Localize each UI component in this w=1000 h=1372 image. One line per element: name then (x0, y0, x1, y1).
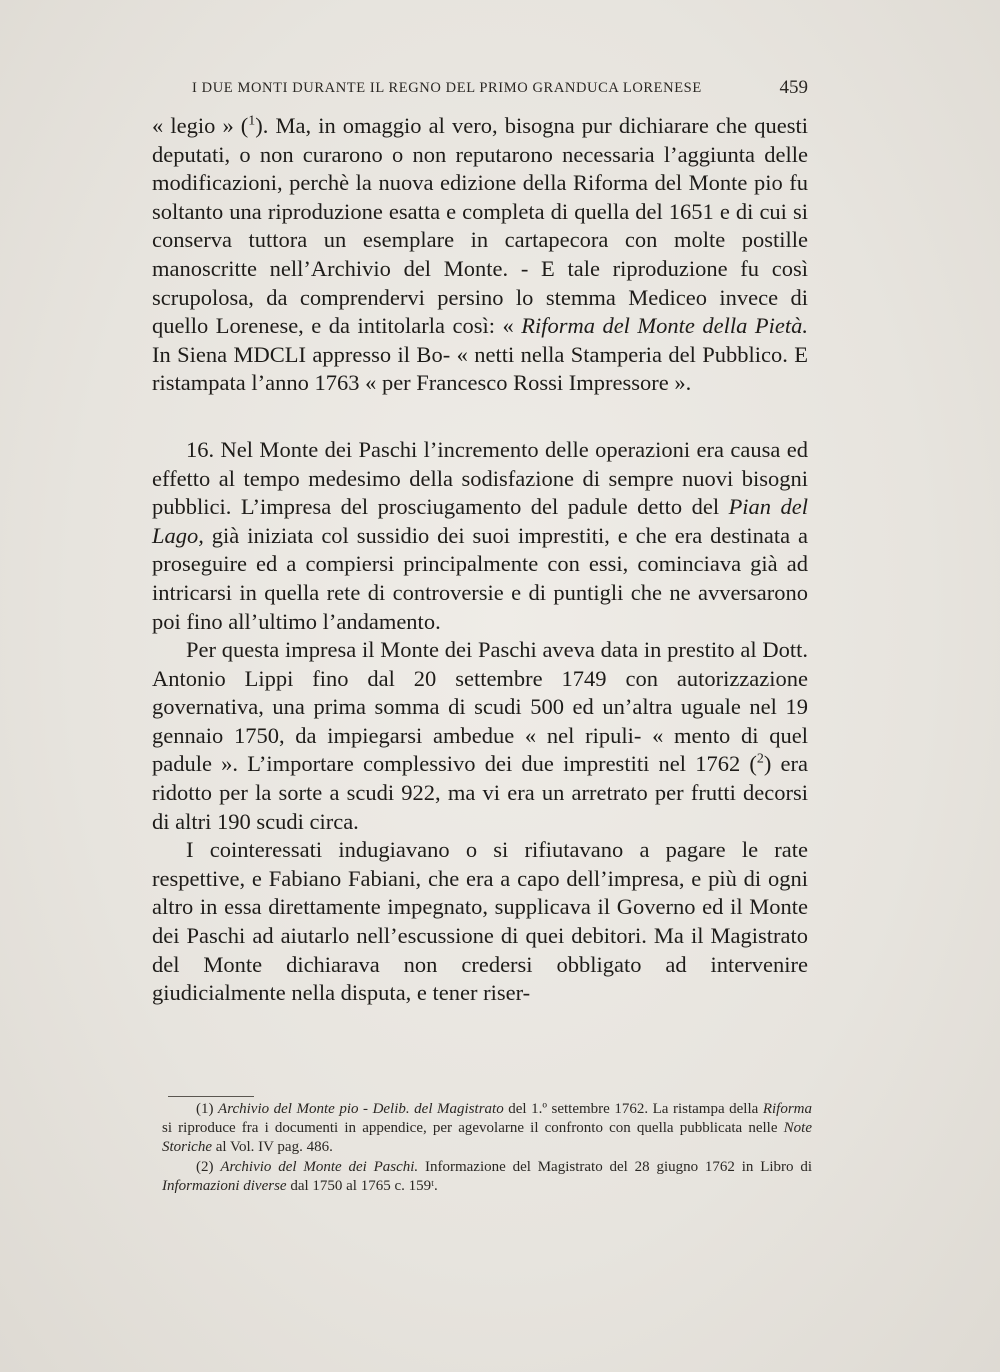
footnotes (162, 1100, 812, 1196)
footnote-2-italic-b: Informazioni diverse (162, 1177, 287, 1194)
p2-place-italic: Pian del Lago, (152, 494, 809, 548)
footnote-2-text-b: dal 1750 al 1765 c. 159ᵗ. (286, 1177, 438, 1194)
footnote-1-source: Archivio del Monte pio - Delib. del Magistrato (218, 1101, 504, 1117)
header-title: I DUE MONTI DURANTE IL REGNO DEL PRIMO GRANDUCA LORENESE (192, 80, 702, 96)
section-gap (152, 398, 808, 436)
p1-text-b: ). Ma, in omaggio al vero, bisogna pur dichiarare che questi deputati, o non curarono o non reputarono necessaria l’aggiunta delle modificazioni, perchè la nuova edizione della Riforma del Monte pio fu soltanto una riproduzione esatta e completa di quella del 1651 e di cui si conserva tuttora un esemplare in cartapecora con molte postille manoscritte nell’Archivio del Monte. - E tale riproduzione fu così scrupolosa, da comprendervi persino lo stemma Mediceo invece di quello Lorenese, e da intitolarla così: « (152, 113, 808, 339)
paragraph-1 (152, 112, 808, 398)
footnote-ref-2: 2 (756, 751, 764, 767)
p1-title-italic: Riforma del Monte della Pietà. (521, 313, 808, 339)
footnote-2-text-a: Informazione del Magistrato del 28 giugno 1762 in Libro di (418, 1158, 813, 1175)
footnote-1-italic-c: Note Storiche (162, 1120, 812, 1156)
p2-text-b: già iniziata col sussidio dei suoi imprestiti, e che era destinata a proseguire ed a compiersi principalmente con essi, cominciava già ad intricarsi in quella rete di controversie e di puntigli che ne avversarono poi fino all’ultimo l’andamento. (152, 522, 808, 634)
running-header (192, 77, 808, 98)
footnote-2 (162, 1158, 812, 1196)
p2-text-a: 16. Nel Monte dei Paschi l’incremento delle operazioni era causa ed effetto al tempo medesimo della sodisfazione di sempre nuovi bisogni pubblici. L’impresa del prosciugamento del padule detto del (152, 436, 808, 520)
footnote-rule (168, 1096, 254, 1097)
p3-text-a: Per questa impresa il Monte dei Paschi aveva data in prestito al Dott. Antonio Lippi fino dal 20 settembre 1749 con autorizzazione governativa, una prima somma di scudi 500 ed un’altra uguale nel 19 gennaio 1750, da impiegarsi ambedue « nel ripuli- « mento di quel padule ». L’importare complessivo dei due imprestiti nel 1762 ( (152, 637, 808, 777)
footnote-1 (162, 1100, 812, 1158)
paragraph-3 (152, 636, 808, 836)
footnote-1-text-a: del 1.º settembre 1762. La ristampa della (503, 1101, 763, 1117)
paragraph-4: I cointeressati indugiavano o si rifiutavano a pagare le rate respettive, e Fabiano Fabiani, che era a capo dell’impresa, e più di ogni altro in essa direttamente impegnato, supplicava il Governo ed il Monte dei Paschi ad aiutarlo nell’escussione di quei debitori. Ma il Magistrato del Monte dichiarava non credersi obbligato ad intervenire giudicialmente nella disputa, e tener riser- (152, 837, 808, 1006)
footnote-1-italic-b: Riforma (762, 1101, 812, 1117)
p1-text-a: « legio » ( (152, 113, 249, 138)
footnote-2-source: Archivio del Monte dei Paschi. (220, 1158, 419, 1175)
footnote-1-text-b: si riproduce fra i documenti in appendice, per agevolarne il confronto con quella pubblicata nelle (162, 1120, 784, 1137)
p3-text-b: ) era ridotto per la sorte a scudi 922, ma vi era un arretrato per frutti decorsi di altri 190 scudi circa. (152, 751, 808, 834)
footnote-1-mark: (1) (196, 1101, 214, 1117)
footnote-2-mark: (2) (196, 1158, 214, 1175)
main-text (152, 112, 808, 1008)
footnote-ref-1: 1 (248, 113, 256, 129)
page-number: 459 (779, 77, 808, 98)
p1-text-c: In Siena MDCLI appresso il Bo- « netti nella Stamperia del Pubblico. E ristampata l’anno 1763 « per Francesco Rossi Impressore ». (152, 341, 808, 396)
paragraph-2 (152, 436, 808, 636)
footnote-1-text-c: al Vol. IV pag. 486. (212, 1139, 333, 1156)
